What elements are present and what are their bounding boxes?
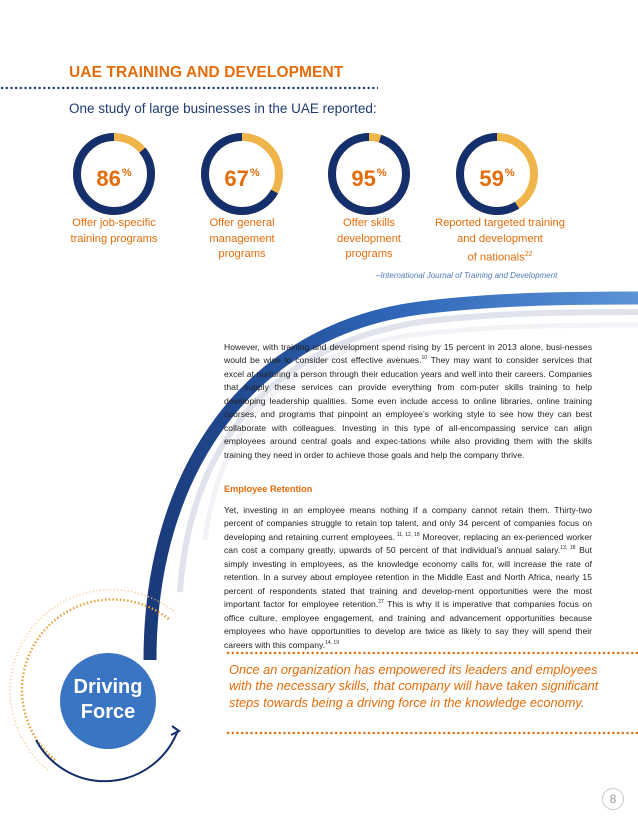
study-intro: One study of large businesses in the UAE reported: bbox=[69, 101, 377, 116]
stat-3 bbox=[327, 132, 411, 216]
stat-value: 59% bbox=[479, 166, 515, 191]
source-citation: –International Journal of Training and Development bbox=[376, 271, 558, 280]
stat-3-caption: Offer skills development programs bbox=[336, 217, 402, 260]
pull-quote: Once an organization has empowered its leaders and employees with the necessary skills, that company will have taken significant steps towards being a driving force in the knowledge economy. bbox=[229, 662, 599, 710]
body-paragraph-1: However, with training and development spend rising by 15 percent in 2013 alone, busi-nesses would be wise to consider cost effective avenues.$^{10}$ They may want to consider services that excel at nurturing a person through their education years and well into their careers. Companies that supply these services can provide everything from com-puter skills training to help developing leadership qualities. Some even include access to online libraries, online training courses, and programs that pinpoint an employee’s working style to see how they can best collaborate with colleagues. Investing in this type of all-encompassing service can align employees around central goals and expec-tations while also providing them with the skills training they need in order to achieve those goals and help the company thrive. bbox=[224, 342, 592, 460]
section-title: Employee Retention bbox=[224, 484, 313, 494]
stat-4-caption: Reported targeted training and development of nationals$^{22}$ bbox=[435, 217, 565, 264]
dotted-rule-quote-bottom bbox=[226, 731, 638, 735]
stat-4 bbox=[455, 132, 539, 216]
stat-2-caption: Offer general management programs bbox=[209, 217, 275, 260]
stat-value: 86% bbox=[96, 166, 132, 191]
stat-2 bbox=[200, 132, 284, 216]
section-heading: UAE TRAINING AND DEVELOPMENT bbox=[69, 64, 344, 81]
dotted-rule-top bbox=[0, 86, 378, 90]
arrow-head-icon bbox=[171, 726, 179, 735]
stat-1 bbox=[72, 132, 156, 216]
driving-force-badge bbox=[60, 653, 156, 749]
badge-line-2: Force bbox=[80, 701, 136, 723]
stat-value: 95% bbox=[351, 166, 387, 191]
stat-1-caption: Offer job-specific training programs bbox=[70, 217, 158, 245]
page-number: 8 bbox=[602, 788, 624, 810]
stat-value: 67% bbox=[224, 166, 260, 191]
dotted-rule-quote-top bbox=[226, 651, 638, 655]
badge-line-1: Driving bbox=[73, 676, 143, 698]
body-paragraph-2: Yet, investing in an employee means nothing if a company cannot retain them. Thirty-two percent of companies struggle to retain top talent, and only 34 percent of companies focus on developing and retaining current employees. $^{11, 12, 18}$ Moreover, replacing an ex-perienced worker can cost a company greatly, upwards of 50 percent of that individual’s annual salary.$^{13, 18}$ But simply investing in employees, as the knowledge economy calls for, will increase the rate of retention. In a survey about employee retention in the Middle East and North Africa, nearly 15 percent of respondents stated that training and develop-ment opportunities were the most important factor for employee retention.$^{27}$ This is why it is imperative that companies focus on office culture, employee engagement, and training and advancement opportunities because employees who have opportunities to develop are twice as likely to say they will spend their careers with this company.$^{14, 19}$ bbox=[224, 505, 592, 650]
